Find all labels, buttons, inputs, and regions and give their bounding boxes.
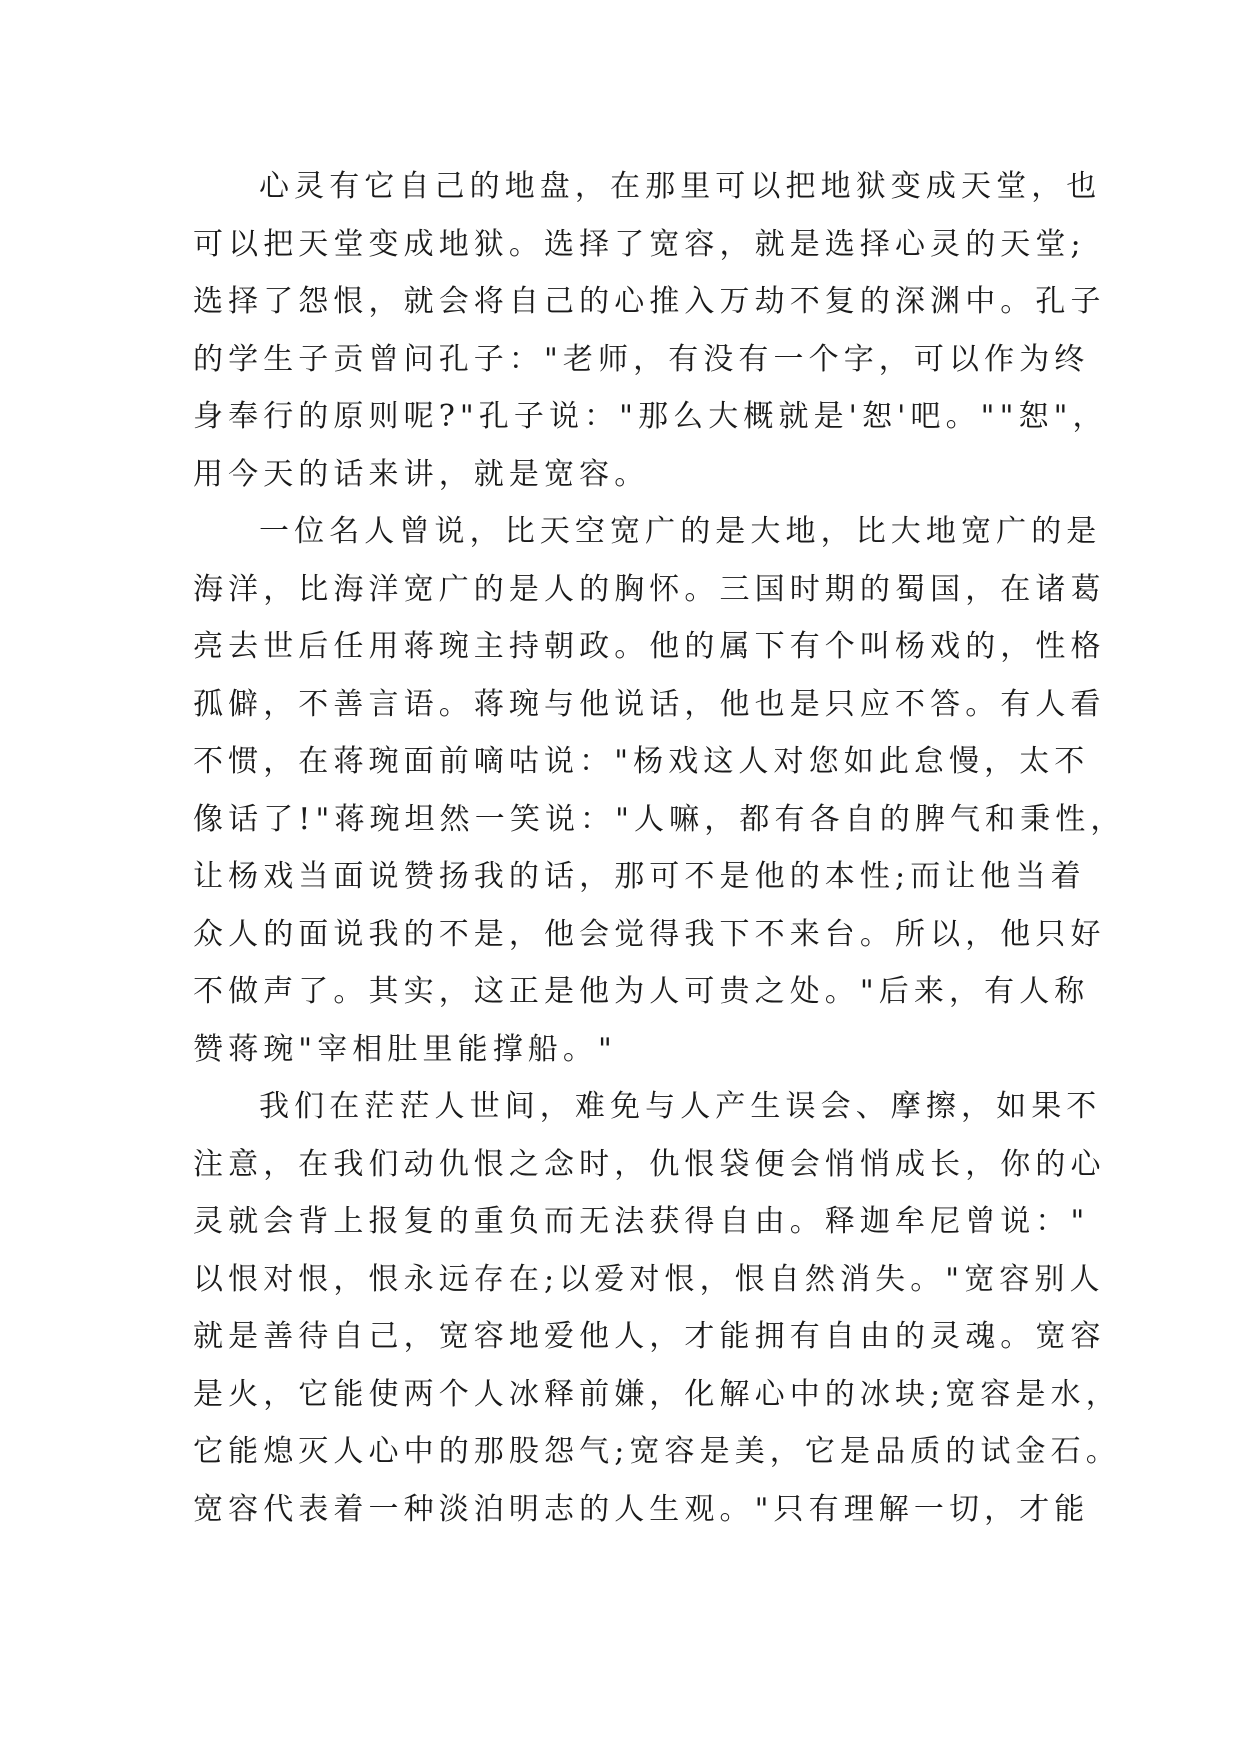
paragraph-2 <box>193 503 1126 1078</box>
text-line: 让杨戏当面说赞扬我的话，那可不是他的本性;而让他当着 <box>193 859 1086 894</box>
paragraph-1 <box>193 158 1108 503</box>
text-line: 灵就会背上报复的重负而无法获得自由。释迦牟尼曾说：" <box>193 1204 1090 1239</box>
text-line: 它能熄灭人心中的那股怨气;宽容是美，它是品质的试金石。 <box>193 1434 1121 1469</box>
document-body <box>193 158 1126 1538</box>
text-line: 像话了!"蒋琬坦然一笑说："人嘛，都有各自的脾气和秉性， <box>193 801 1126 837</box>
text-line: 我们在茫茫人世间，难免与人产生误会、摩擦，如果不 <box>259 1089 1102 1124</box>
text-line: 不做声了。其实，这正是他为人可贵之处。"后来，有人称 <box>193 974 1090 1009</box>
text-line: 是火，它能使两个人冰释前嫌，化解心中的冰块;宽容是水， <box>193 1376 1121 1412</box>
paragraph-3 <box>193 1078 1121 1538</box>
text-line: 注意，在我们动仇恨之念时，仇恨袋便会悄悄成长，你的心 <box>193 1146 1106 1182</box>
text-line: 赞蒋琬"宰相肚里能撑船。" <box>193 1031 617 1067</box>
text-line: 一位名人曾说，比天空宽广的是大地，比大地宽广的是 <box>259 514 1102 549</box>
text-line: 亮去世后任用蒋琬主持朝政。他的属下有个叫杨戏的，性格 <box>193 629 1106 664</box>
text-line: 孤僻，不善言语。蒋琬与他说话，他也是只应不答。有人看 <box>193 686 1106 722</box>
text-line: 以恨对恨，恨永远存在;以爱对恨，恨自然消失。"宽容别人 <box>193 1261 1105 1297</box>
text-line: 可以把天堂变成地狱。选择了宽容，就是选择心灵的天堂; <box>193 226 1086 262</box>
text-line: 众人的面说我的不是，他会觉得我下不来台。所以，他只好 <box>193 916 1106 952</box>
text-line: 宽容代表着一种淡泊明志的人生观。"只有理解一切，才能 <box>193 1491 1090 1527</box>
text-line: 心灵有它自己的地盘，在那里可以把地狱变成天堂，也 <box>259 169 1102 204</box>
text-line: 选择了怨恨，就会将自己的心推入万劫不复的深渊中。孔子 <box>193 284 1106 319</box>
text-line: 用今天的话来讲，就是宽容。 <box>193 456 650 492</box>
text-line: 就是善待自己，宽容地爱他人，才能拥有自由的灵魂。宽容 <box>193 1319 1106 1354</box>
text-line: 身奉行的原则呢?"孔子说："那么大概就是'恕'吧。""恕"， <box>193 399 1108 434</box>
text-line: 的学生子贡曾问孔子："老师，有没有一个字，可以作为终 <box>193 341 1090 377</box>
text-line: 海洋，比海洋宽广的是人的胸怀。三国时期的蜀国，在诸葛 <box>193 571 1106 607</box>
text-line: 不惯，在蒋琬面前嘀咕说："杨戏这人对您如此怠慢，太不 <box>193 744 1090 779</box>
